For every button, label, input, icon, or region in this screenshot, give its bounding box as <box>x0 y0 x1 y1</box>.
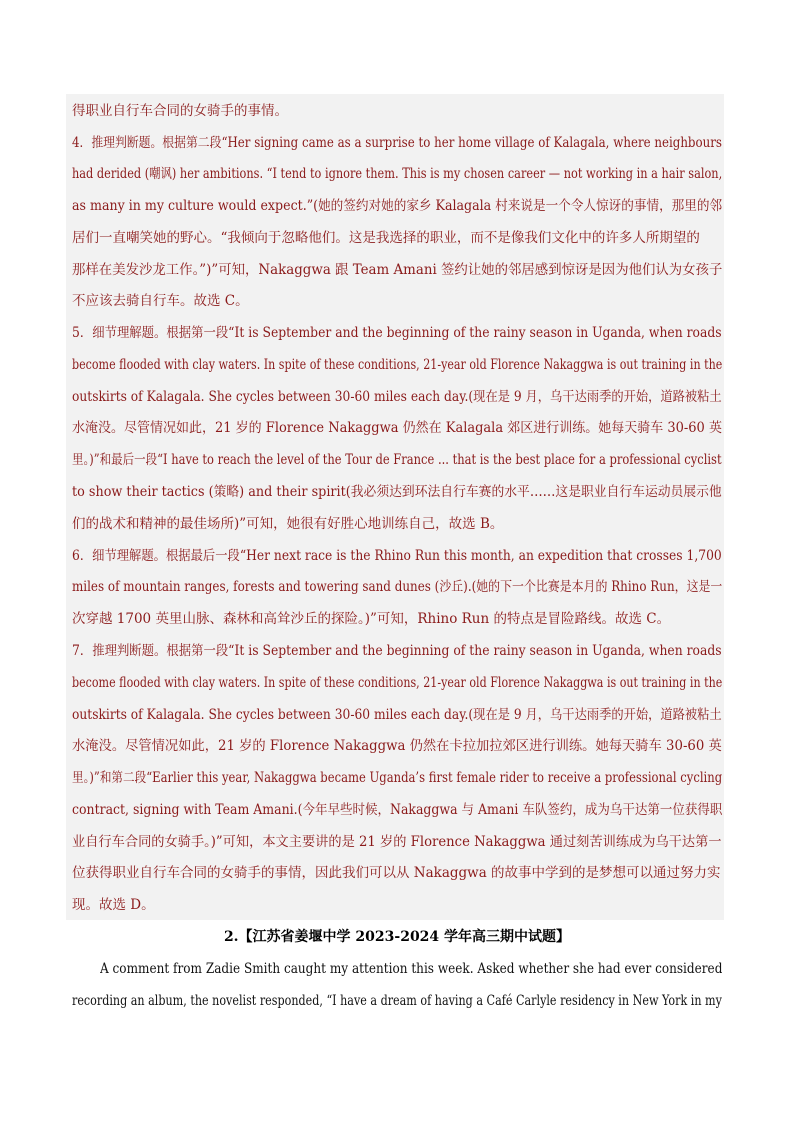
answer-line: 居们一直嘲笑她的野心。“我倾向于忽略他们。这是我选择的职业，而不是像我们文化中的许多人所期望的 <box>72 230 700 246</box>
answer-line: 7．推理判断题。根据第一段“It is September and the beginning of the rainy season in Uganda, when roads <box>72 643 722 659</box>
answer-explanation-box <box>66 94 724 920</box>
answer-line: 里。)”和最后一段“I have to reach the level of the Tour de France ... that is the best place for a professional cyclist <box>72 452 722 468</box>
answer-line: 4．推理判断题。根据第二段“Her signing came as a surprise to her home village of Kalagala, where neighbours <box>72 135 722 151</box>
answer-line: 水淹没。尽管情况如此，21 岁的 Florence Nakaggwa 仍然在卡拉加拉郊区进行训练。她每天骑车 30-60 英 <box>72 738 722 754</box>
answer-line: 不应该去骑自行车。故选 C。 <box>72 293 249 309</box>
answer-line: become flooded with clay waters. In spite of these conditions, 21-year old Florence Nakaggwa is out training in the <box>72 357 722 373</box>
section-heading: 2.【江苏省姜堰中学 2023-2024 学年高三期中试题】 <box>223 929 571 945</box>
answer-line: outskirts of Kalagala. She cycles between 30-60 miles each day.(现在是 9 月，乌干达雨季的开始，道路被粘土 <box>72 389 722 405</box>
answer-line: 5．细节理解题。根据第一段“It is September and the beginning of the rainy season in Uganda, when roads <box>72 325 722 341</box>
answer-line: 得职业自行车合同的女骑手的事情。 <box>72 103 288 119</box>
answer-line: 6．细节理解题。根据最后一段“Her next race is the Rhino Run this month, an expedition that crosses 1,700 <box>72 548 722 564</box>
answer-line: 位获得职业自行车合同的女骑手的事情，因此我们可以从 Nakaggwa 的故事中学到的是梦想可以通过努力实 <box>72 865 721 881</box>
answer-line: 次穿越 1700 英里山脉、森林和高耸沙丘的探险。)”可知，Rhino Run 的特点是冒险路线。故选 C。 <box>72 611 671 627</box>
passage-line: A comment from Zadie Smith caught my attention this week. Asked whether she had ever considered <box>100 961 722 977</box>
answer-line: as many in my culture would expect.”(她的签约对她的家乡 Kalagala 村来说是一个令人惊讶的事情，那里的邻 <box>72 198 722 214</box>
answer-line: 们的战术和精神的最佳场所)”可知，她很有好胜心地训练自己，故选 B。 <box>72 516 504 532</box>
answer-line: miles of mountain ranges, forests and towering sand dunes (沙丘).(她的下一个比赛是本月的 Rhino Run，这是一 <box>72 579 722 595</box>
passage-line: recording an album, the novelist responded, “I have a dream of having a Café Carlyle residency in New York in my <box>72 993 722 1009</box>
answer-line: 现。故选 D。 <box>72 897 155 913</box>
answer-line: become flooded with clay waters. In spite of these conditions, 21-year old Florence Nakaggwa is out training in the <box>72 675 722 691</box>
answer-line: contract, signing with Team Amani.(今年早些时候，Nakaggwa 与 Amani 车队签约，成为乌干达第一位获得职 <box>72 802 722 818</box>
answer-line: had derided (嘲讽) her ambitions. “I tend to ignore them. This is my chosen career — not working in a hair salon, <box>72 166 722 182</box>
answer-line: outskirts of Kalagala. She cycles between 30-60 miles each day.(现在是 9 月，乌干达雨季的开始，道路被粘土 <box>72 707 722 723</box>
answer-line: 里。)”和第二段“Earlier this year, Nakaggwa became Uganda’s first female rider to receive a professional cycling <box>72 770 722 786</box>
answer-line: 水淹没。尽管情况如此，21 岁的 Florence Nakaggwa 仍然在 Kalagala 郊区进行训练。她每天骑车 30-60 英 <box>72 420 722 436</box>
answer-line: to show their tactics (策略) and their spirit(我必须达到环法自行车赛的水平……这是职业自行车运动员展示他 <box>72 484 722 500</box>
answer-line: 业自行车合同的女骑手。)”可知，本文主要讲的是 21 岁的 Florence Nakaggwa 通过刻苦训练成为乌干达第一 <box>72 834 722 850</box>
answer-line: 那样在美发沙龙工作。”)”可知，Nakaggwa 跟 Team Amani 签约让她的邻居感到惊讶是因为他们认为女孩子 <box>72 262 722 278</box>
